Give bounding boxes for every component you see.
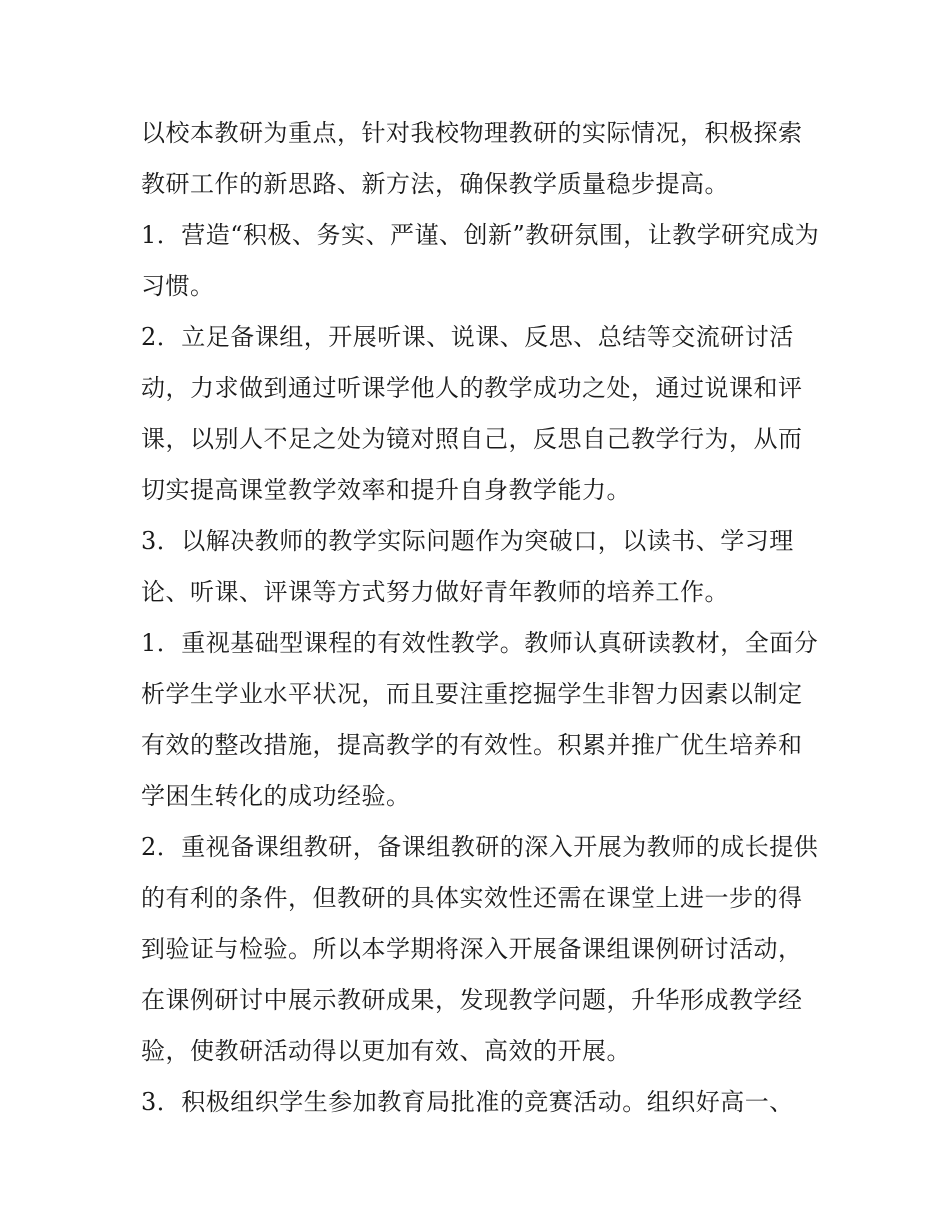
paragraph-item-2b: 2．重视备课组教研，备课组教研的深入开展为教师的成长提供的有利的条件，但教研的具体实效性还需在课堂上进一步的得到验证与检验。所以本学期将深入开展备课组课例研讨活动，在课例研讨中展示教研成果，发现教学问题，升华形成教学经验，使教研活动得以更加有效、高效的开展。 [141,833,819,1065]
paragraph-intro: 以校本教研为重点，针对我校物理教研的实际情况，积极探索教研工作的新思路、新方法，确保教学质量稳步提高。 [141,119,803,198]
paragraph-item-2: 2．立足备课组，开展听课、说课、反思、总结等交流研讨活动，力求做到通过听课学他人的教学成功之处，通过说课和评课，以别人不足之处为镜对照自己，反思自己教学行为，从而切实提高课堂教学效率和提升自身教学能力。 [141,323,803,504]
paragraph-item-1b: 1．重视基础型课程的有效性教学。教师认真研读教材，全面分析学生学业水平状况，而且要注重挖掘学生非智力因素以制定有效的整改措施，提高教学的有效性。积累并推广优生培养和学困生转化的成功经验。 [141,629,819,810]
paragraph-item-1: 1．营造“积极、务实、严谨、创新”教研氛围，让教学研究成为习惯。 [141,221,820,300]
document-body [141,108,821,1128]
paragraph-item-3b: 3．积极组织学生参加教育局批准的竞赛活动。组织好高一、 [141,1088,794,1116]
paragraph-item-3: 3．以解决教师的教学实际问题作为突破口，以读书、学习理论、听课、评课等方式努力做好青年教师的培养工作。 [141,527,794,606]
